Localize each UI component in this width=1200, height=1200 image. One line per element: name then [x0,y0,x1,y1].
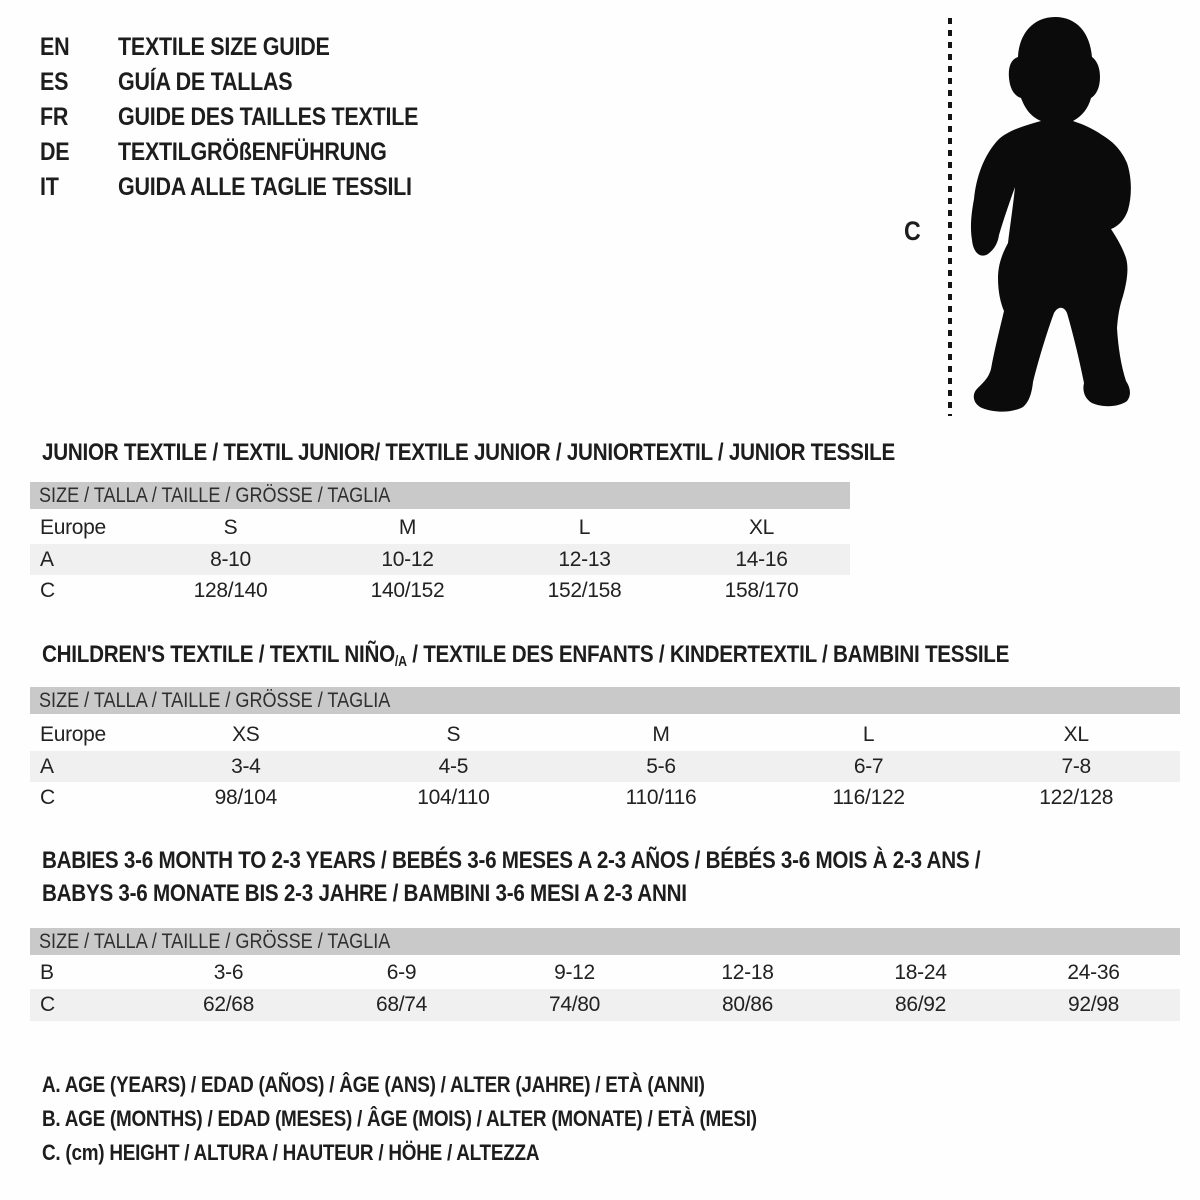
age-cell: 7-8 [1061,755,1091,778]
language-title: TEXTILE SIZE GUIDE [118,33,330,61]
age-cell: 10-12 [381,548,434,571]
language-code: FR [40,103,69,131]
language-row [40,170,467,205]
row-label: C [40,579,55,602]
height-cell: 68/74 [375,993,428,1016]
toddler-silhouette-icon [880,0,1200,430]
height-cell: 152/158 [547,579,622,602]
legend-notes [42,1068,873,1170]
table-row-age [30,544,850,575]
age-cell: 6-7 [853,755,884,778]
junior-section-title: JUNIOR TEXTILE / TEXTIL JUNIOR/ TEXTILE JUNIOR / JUNIORTEXTIL / JUNIOR TESSILE [42,439,895,466]
language-row [40,135,467,170]
size-col-header: XL [748,516,775,539]
height-cell: 62/68 [202,993,255,1016]
table-row-height [30,989,1180,1021]
row-label: A [40,548,54,571]
language-title: TEXTILGRÖßENFÜHRUNG [118,138,387,166]
language-row [40,65,467,100]
age-cell: 12-13 [558,548,611,571]
height-cell: 86/92 [894,993,947,1016]
row-label: C [40,786,55,809]
row-label: Europe [40,723,106,746]
table-row-age [30,751,1180,782]
row-label: B [40,961,54,984]
language-code: DE [40,138,70,166]
junior-size-header-bar: SIZE / TALLA / TAILLE / GRÖSSE / TAGLIA [30,482,850,509]
height-cell: 98/104 [214,786,278,809]
note-height-cm: C. (cm) HEIGHT / ALTURA / HAUTEUR / HÖHE / ALTEZZA [42,1140,540,1165]
children-section-title: CHILDREN'S TEXTILE / TEXTIL NIÑO/A / TEXTILE DES ENFANTS / KINDERTEXTIL / BAMBINI TESSILE [42,641,1010,671]
height-measure-label: C [904,216,921,246]
children-size-header-bar: SIZE / TALLA / TAILLE / GRÖSSE / TAGLIA [30,687,1180,714]
table-row-height [30,575,850,606]
height-cell: 74/80 [548,993,601,1016]
language-row [40,100,467,135]
age-cell: 14-16 [735,548,788,571]
language-title: GUÍA DE TALLAS [118,68,293,96]
nino-a-subscript: /A [394,654,407,671]
language-title: GUIDA ALLE TAGLIE TESSILI [118,173,412,201]
language-title-list [40,30,467,205]
language-title: GUIDE DES TAILLES TEXTILE [118,103,419,131]
size-col-header: S [446,723,461,746]
junior-size-table [30,511,850,606]
babies-section-title-line2: BABYS 3-6 MONATE BIS 2-3 JAHRE / BAMBINI 3-6 MESI A 2-3 ANNI [42,880,687,907]
language-code: IT [40,173,59,201]
height-cell: 104/110 [417,786,490,809]
babies-size-header-bar: SIZE / TALLA / TAILLE / GRÖSSE / TAGLIA [30,928,1180,955]
size-col-header: M [652,723,670,746]
size-col-header: L [578,516,591,539]
age-cell: 9-12 [554,961,595,984]
language-code: ES [40,68,69,96]
age-cell: 4-5 [438,755,469,778]
size-col-header: L [862,723,875,746]
row-label: Europe [40,516,106,539]
children-size-table [30,718,1180,813]
language-row [40,30,467,65]
table-header-row [30,718,1180,751]
size-col-header: XL [1063,723,1089,746]
height-cell: 122/128 [1039,786,1114,809]
height-cell: 110/116 [625,786,697,809]
row-label: C [40,993,55,1016]
age-cell: 5-6 [646,755,676,778]
age-cell: 24-36 [1067,961,1120,984]
row-label: A [40,755,54,778]
size-col-header: M [398,516,417,539]
height-cell: 128/140 [193,579,268,602]
table-header-row [30,511,850,544]
height-cell: 158/170 [724,579,799,602]
table-row-height [30,782,1180,813]
note-age-years: A. AGE (YEARS) / EDAD (AÑOS) / ÂGE (ANS) / ALTER (JAHRE) / ETÀ (ANNI) [42,1072,705,1097]
size-col-header: XS [232,723,260,746]
age-cell: 12-18 [721,961,774,984]
language-code: EN [40,33,70,61]
height-cell: 140/152 [370,579,445,602]
babies-size-table [30,957,1180,1021]
table-row-age-months [30,957,1180,989]
note-age-months: B. AGE (MONTHS) / EDAD (MESES) / ÂGE (MOIS) / ALTER (MONATE) / ETÀ (MESI) [42,1106,757,1131]
height-cell: 80/86 [721,993,774,1016]
age-cell: 6-9 [386,961,417,984]
age-cell: 8-10 [210,548,251,571]
age-cell: 3-4 [231,755,261,778]
height-cell: 92/98 [1067,993,1120,1016]
size-col-header: S [223,516,238,539]
age-cell: 3-6 [213,961,244,984]
height-cell: 116/122 [832,786,905,809]
age-cell: 18-24 [894,961,947,984]
babies-section-title-line1: BABIES 3-6 MONTH TO 2-3 YEARS / BEBÉS 3-6 MESES A 2-3 AÑOS / BÉBÉS 3-6 MOIS À 2-3 ANS / [42,847,981,874]
